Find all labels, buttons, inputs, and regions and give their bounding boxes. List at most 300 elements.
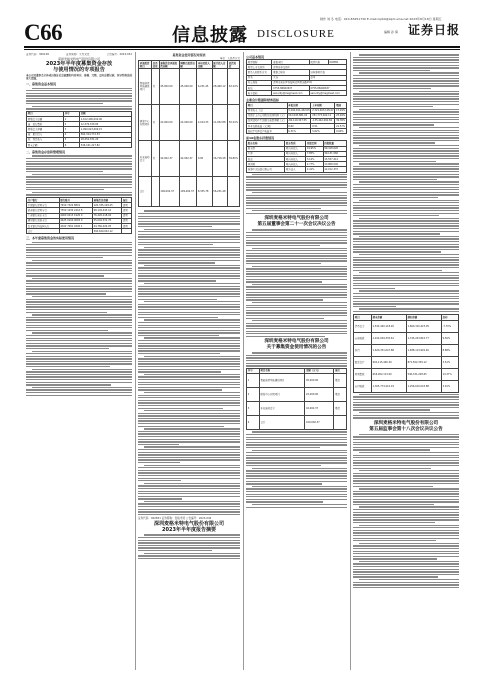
- table-header: 增减: [335, 103, 347, 108]
- text-line: [138, 226, 212, 227]
- table-cell: 22,000.00: [179, 105, 196, 141]
- company-name: 深圳麦格米特电气股份有限公司: [57, 57, 100, 61]
- text-line: [353, 262, 459, 263]
- text-line: [138, 345, 240, 346]
- text-line: [26, 176, 132, 177]
- text-line: [144, 374, 240, 375]
- text-line: [353, 491, 459, 492]
- text-line: [353, 220, 459, 221]
- table-row: [247, 402, 347, 416]
- text-line: [26, 108, 132, 109]
- text-line: [353, 493, 459, 494]
- table-cell: 8.88%: [441, 344, 458, 356]
- table-row: [139, 141, 240, 177]
- body-text: [246, 229, 347, 337]
- text-line: [353, 439, 459, 440]
- text-line: [353, 396, 459, 397]
- table-cell: 12,012,337: [323, 167, 346, 172]
- text-line: [144, 356, 240, 357]
- announcement-title: 第五届董事会第二十一次会议决议公告: [257, 222, 336, 228]
- table-cell: 3: [63, 127, 79, 132]
- text-line: [246, 276, 347, 277]
- text-line: [353, 288, 395, 289]
- text-line: [138, 369, 240, 370]
- text-line: [353, 67, 459, 68]
- table-cell: 4425 0100 0065 0: [59, 218, 92, 223]
- company-name: 深圳麦格米特电气股份有限公司: [264, 216, 329, 222]
- text-line: [26, 158, 132, 159]
- table-cell: 活期: [122, 223, 132, 228]
- text-line: [138, 358, 240, 359]
- text-line: [353, 187, 459, 188]
- text-line: [359, 470, 459, 471]
- text-line: [353, 465, 459, 466]
- table-cell: 1,620,331,047.88: [371, 344, 406, 356]
- table-header: 开户银行: [27, 197, 60, 202]
- text-line: [353, 85, 459, 86]
- text-line: [26, 90, 132, 91]
- text-line: [353, 104, 459, 105]
- text-line: [246, 325, 347, 326]
- text-line: [138, 366, 240, 367]
- table-cell: 3,192,011,432.05: [288, 109, 310, 113]
- text-line: [26, 309, 132, 310]
- text-line: [353, 478, 459, 479]
- text-line: [353, 142, 435, 143]
- text-line: [138, 348, 240, 349]
- section-heading: 主要会计数据和财务指标: [246, 98, 280, 103]
- text-line: [252, 431, 347, 432]
- text-line: [138, 260, 240, 261]
- text-line: [144, 483, 240, 484]
- text-line: [138, 384, 240, 385]
- text-line: [138, 436, 240, 437]
- text-line: [353, 124, 434, 125]
- text-line: [246, 481, 347, 482]
- table-cell: 活期: [122, 208, 132, 213]
- text-line: [138, 306, 240, 307]
- table-cell: 546,161,227.82: [79, 142, 131, 147]
- text-line: [246, 176, 347, 177]
- text-line: [246, 488, 347, 489]
- text-line: [246, 197, 347, 198]
- table-cell: 深圳证券交易所: [272, 65, 347, 70]
- text-line: [359, 200, 459, 201]
- text-line: [246, 507, 347, 508]
- text-line: [26, 257, 103, 258]
- text-line: [353, 158, 459, 159]
- text-line: [246, 473, 347, 474]
- table-cell: 活期: [122, 213, 132, 218]
- table-cell: 17.29%: [336, 109, 346, 113]
- text-line: [138, 293, 240, 294]
- text-line: [252, 504, 347, 505]
- table-header: 项目: [354, 315, 372, 320]
- table-row: [139, 69, 240, 105]
- text-line: [144, 229, 240, 230]
- text-line: [353, 574, 459, 575]
- text-line: [138, 454, 240, 455]
- text-line: [138, 459, 240, 460]
- text-line: [246, 187, 347, 188]
- section-heading: 一、募集资金基本情况: [26, 82, 57, 87]
- text-line: [138, 254, 240, 255]
- text-line: [252, 468, 347, 469]
- table-cell: 4: [63, 132, 79, 137]
- text-line: [246, 235, 347, 236]
- text-line: [246, 305, 347, 306]
- table-header: 募集资金余额: [92, 197, 121, 202]
- table-cell: 张志: [247, 157, 285, 162]
- text-line: [26, 291, 132, 292]
- text-line: [353, 202, 459, 203]
- text-line: [26, 168, 132, 169]
- text-line: [353, 65, 459, 66]
- table-row: [354, 344, 459, 356]
- text-line: [353, 548, 459, 549]
- text-line: [353, 556, 459, 557]
- text-line: [26, 252, 132, 253]
- text-line: [138, 433, 240, 434]
- text-line: [246, 292, 347, 293]
- text-line: [353, 480, 459, 481]
- text-line: [246, 465, 321, 466]
- table-cell: 56,231.48: [212, 177, 228, 207]
- table-cell: 0.62: [287, 124, 311, 129]
- text-line: [252, 174, 347, 175]
- text-line: [246, 240, 347, 241]
- section-title-english: DISCLOSURE: [257, 28, 335, 40]
- text-line: [138, 291, 240, 292]
- table-cell: [228, 177, 240, 207]
- text-line: [353, 535, 459, 536]
- text-line: [138, 395, 240, 396]
- body-text: [138, 210, 240, 515]
- table-cell: 减：累计投入: [27, 132, 64, 137]
- text-line: [353, 150, 459, 151]
- text-line: [359, 488, 459, 489]
- text-line: [26, 319, 132, 320]
- announcement-title: 2023年半年度报告摘要: [162, 527, 216, 534]
- text-line: [138, 439, 240, 440]
- text-line: [353, 171, 459, 172]
- text-line: [246, 462, 347, 463]
- text-line: [138, 353, 220, 354]
- table-cell: 合计: [139, 177, 152, 207]
- table-cell: 加：利息收入: [27, 137, 64, 142]
- table-cell: 智能制造基地建设项目: [139, 69, 152, 105]
- table-cell: 251,773,402.11: [311, 113, 335, 118]
- text-line: [138, 299, 217, 300]
- table-cell: 减：发行费用: [27, 122, 64, 127]
- text-line: [353, 70, 430, 71]
- table-cell: 44,760,020.05: [92, 223, 121, 228]
- text-line: [144, 265, 240, 266]
- text-line: [359, 254, 459, 255]
- table-cell: 活期: [122, 203, 132, 208]
- text-line: [26, 275, 104, 276]
- text-line: [353, 264, 459, 265]
- text-line: [26, 273, 132, 274]
- stock-code-line: 证券代码：002851 证券简称：麦格米特 公告编号：2023-045: [138, 517, 212, 521]
- project-table: [246, 368, 347, 430]
- section-heading: 前10名股东持股情况: [246, 136, 275, 141]
- text-line: [246, 355, 347, 356]
- table-header: 承诺投资项目: [139, 61, 152, 69]
- text-line: [138, 288, 240, 289]
- text-line: [26, 171, 103, 172]
- text-line: [246, 499, 347, 500]
- table-row: [27, 142, 132, 147]
- table-cell: 补充流动资金: [139, 141, 152, 177]
- text-line: [138, 371, 221, 372]
- text-line: [353, 192, 459, 193]
- table-cell: security@megmeet.com: [309, 91, 346, 96]
- text-line: [246, 237, 347, 238]
- text-line: [359, 525, 459, 526]
- text-line: [26, 249, 132, 250]
- text-line: [359, 181, 459, 182]
- table-cell: 姓名: [247, 75, 272, 80]
- table-cell: 1,256,610,043.88: [406, 380, 441, 392]
- table-cell: 货币资金: [354, 320, 372, 332]
- table-cell: 2: [247, 388, 260, 402]
- text-line: [26, 293, 106, 294]
- text-line: [353, 267, 459, 268]
- table-cell: 1,305,774,210.19: [371, 380, 406, 392]
- text-line: [32, 106, 132, 107]
- text-line: [32, 88, 132, 89]
- table-cell: 18,452,331.20: [79, 137, 131, 142]
- text-line: [138, 467, 240, 468]
- text-line: [144, 553, 240, 554]
- text-line: [353, 306, 396, 307]
- text-line: [138, 327, 240, 328]
- table-header: 银行账号: [59, 197, 92, 202]
- text-line: [353, 293, 459, 294]
- text-line: [138, 216, 240, 217]
- table-cell: 股票简称: [247, 60, 272, 65]
- text-line: [26, 255, 132, 256]
- text-line: [353, 277, 459, 278]
- text-line: [138, 304, 240, 305]
- table-cell: 境内自然人: [285, 146, 306, 151]
- table-cell: 合计: [259, 416, 305, 430]
- table-header: 股东名称: [247, 141, 285, 146]
- text-line: [26, 299, 132, 300]
- table-row: [247, 91, 347, 96]
- text-line: [246, 184, 347, 185]
- text-line: [353, 455, 459, 456]
- text-line: [353, 161, 436, 162]
- text-line: [246, 494, 347, 495]
- table-header: 持股数量: [323, 141, 346, 146]
- text-line: [246, 315, 347, 316]
- text-line: [138, 506, 240, 507]
- table-cell: 境内自然人: [285, 162, 306, 167]
- text-line: [32, 387, 132, 388]
- table-cell: 45,000.00: [179, 69, 196, 105]
- table-header: 项目: [247, 103, 288, 108]
- table-cell: 王涛: [272, 75, 309, 80]
- text-line: [246, 357, 347, 358]
- text-line: [252, 210, 347, 211]
- text-line: [246, 360, 347, 361]
- table-cell: 联系人和联系方式: [247, 70, 272, 75]
- table-cell: 农业银行科技园支行: [27, 223, 60, 228]
- text-line: [353, 88, 431, 89]
- text-line: [353, 249, 459, 250]
- text-line: [138, 296, 240, 297]
- text-line: [359, 412, 459, 413]
- text-line: [353, 215, 439, 216]
- text-line: [26, 98, 132, 99]
- table-cell: 12,376,330.85: [79, 122, 131, 127]
- stock-code: 证券代码：300148: [26, 53, 49, 56]
- text-line: [138, 257, 240, 258]
- table-cell: 55,002,331.70: [92, 218, 121, 223]
- table-cell: 否: [151, 105, 159, 141]
- table-header: 期初余额: [406, 315, 441, 320]
- table-cell: [122, 229, 132, 234]
- text-line: [353, 179, 437, 180]
- text-line: [353, 504, 434, 505]
- text-line: [252, 248, 347, 249]
- text-line: [353, 132, 459, 133]
- text-line: [26, 100, 132, 101]
- page-number: C66: [24, 20, 63, 45]
- table-cell: 42,002.37: [305, 402, 334, 416]
- text-line: [359, 163, 459, 164]
- table-cell: 深圳市南山区科技园北区朗山路13号: [272, 80, 347, 85]
- table-cell: 童永胜: [247, 146, 285, 151]
- text-line: [353, 566, 459, 567]
- text-line: [353, 137, 459, 138]
- text-line: [26, 335, 132, 336]
- table-cell: 16,718.48: [212, 141, 228, 177]
- table-header: 上年同期: [311, 103, 335, 108]
- text-line: [353, 442, 459, 443]
- text-line: [359, 91, 459, 92]
- text-line: [359, 72, 459, 73]
- issue-info: 制作 刘 冬 电话：010-83251730 E-mail:zqrb9@zqrb.sina.net 2023年8月18日 星期五: [320, 17, 442, 21]
- text-line: [32, 155, 132, 156]
- text-line: [26, 179, 132, 180]
- text-line: [26, 322, 132, 323]
- text-line: [26, 189, 104, 190]
- text-line: [353, 174, 459, 175]
- table-cell: 15,557,412: [323, 157, 346, 162]
- table-cell: 2,104.33: [197, 105, 212, 141]
- table-header: 项目: [27, 111, 64, 116]
- body-text: [353, 394, 459, 419]
- table-header: 是否变更: [152, 61, 158, 68]
- funds-table: [26, 111, 132, 148]
- table-cell: 林霄舸: [247, 162, 285, 167]
- table-cell: 3.51%: [441, 356, 458, 368]
- text-line: [26, 340, 132, 341]
- table-row: [247, 374, 347, 388]
- text-line: [32, 242, 132, 243]
- table-cell: 麦格米特: [272, 60, 309, 65]
- table-cell: 0.69%: [335, 129, 347, 134]
- announcement-title-line2: 与使用情况的专项报告: [53, 67, 105, 74]
- table-cell: 募集资金净额: [27, 127, 64, 132]
- text-line: [246, 208, 321, 209]
- masthead-rule: [24, 46, 460, 48]
- table-row: [247, 416, 347, 430]
- text-line: [144, 392, 240, 393]
- text-line: [32, 332, 132, 333]
- text-line: [138, 280, 216, 281]
- text-line: [246, 470, 347, 471]
- text-line: [26, 103, 103, 104]
- table-cell: 董事会秘书: [272, 70, 309, 75]
- section-heading: 二、募集资金存放和管理情况: [26, 150, 66, 155]
- text-line: [138, 314, 240, 315]
- text-line: [353, 176, 459, 177]
- table-cell: 45,000.00: [159, 69, 179, 105]
- table-cell: 香港中央结算有限公司: [247, 167, 285, 172]
- table-row: [247, 167, 347, 172]
- text-line: [353, 444, 459, 445]
- text-line: [138, 431, 240, 432]
- text-line: [246, 483, 322, 484]
- text-line: [246, 455, 347, 456]
- text-line: [252, 192, 347, 193]
- text-line: [246, 434, 347, 435]
- text-line: [353, 571, 459, 572]
- table-cell: 42,002.37: [179, 141, 196, 177]
- text-line: [26, 374, 132, 375]
- text-line: [26, 358, 132, 359]
- text-line: [353, 468, 431, 469]
- text-line: [26, 345, 132, 346]
- text-line: [353, 189, 459, 190]
- text-line: [353, 519, 459, 520]
- text-line: [246, 336, 325, 337]
- text-line: [138, 441, 240, 442]
- text-line: [353, 538, 459, 539]
- table-cell: 2,721,403,118.47: [312, 109, 334, 113]
- table-cell: 9.56%: [441, 332, 458, 344]
- text-line: [353, 184, 459, 185]
- text-line: [26, 312, 107, 313]
- text-line: [353, 499, 459, 500]
- text-line: [353, 473, 459, 474]
- text-line: [353, 298, 459, 299]
- newspaper-logo: 证券日报: [407, 23, 460, 37]
- text-line: [26, 389, 132, 390]
- text-line: [26, 384, 111, 385]
- table-cell: 13,808,540: [323, 162, 346, 167]
- text-line: [138, 242, 240, 243]
- text-line: [353, 582, 459, 583]
- text-line: [359, 127, 459, 128]
- text-line: [353, 527, 459, 528]
- text-line: [353, 122, 459, 123]
- table-cell: 招商银行深圳分行: [27, 208, 60, 213]
- text-line: [138, 478, 240, 479]
- table-cell: 募集资金总额: [27, 117, 64, 122]
- text-line: [252, 352, 347, 353]
- text-line: [26, 95, 132, 96]
- table-cell: 902,115,446.30: [371, 356, 406, 368]
- text-line: [26, 330, 108, 331]
- table-cell: 98,102,443.10: [92, 208, 121, 213]
- text-line: [26, 301, 132, 302]
- text-line: [353, 238, 459, 239]
